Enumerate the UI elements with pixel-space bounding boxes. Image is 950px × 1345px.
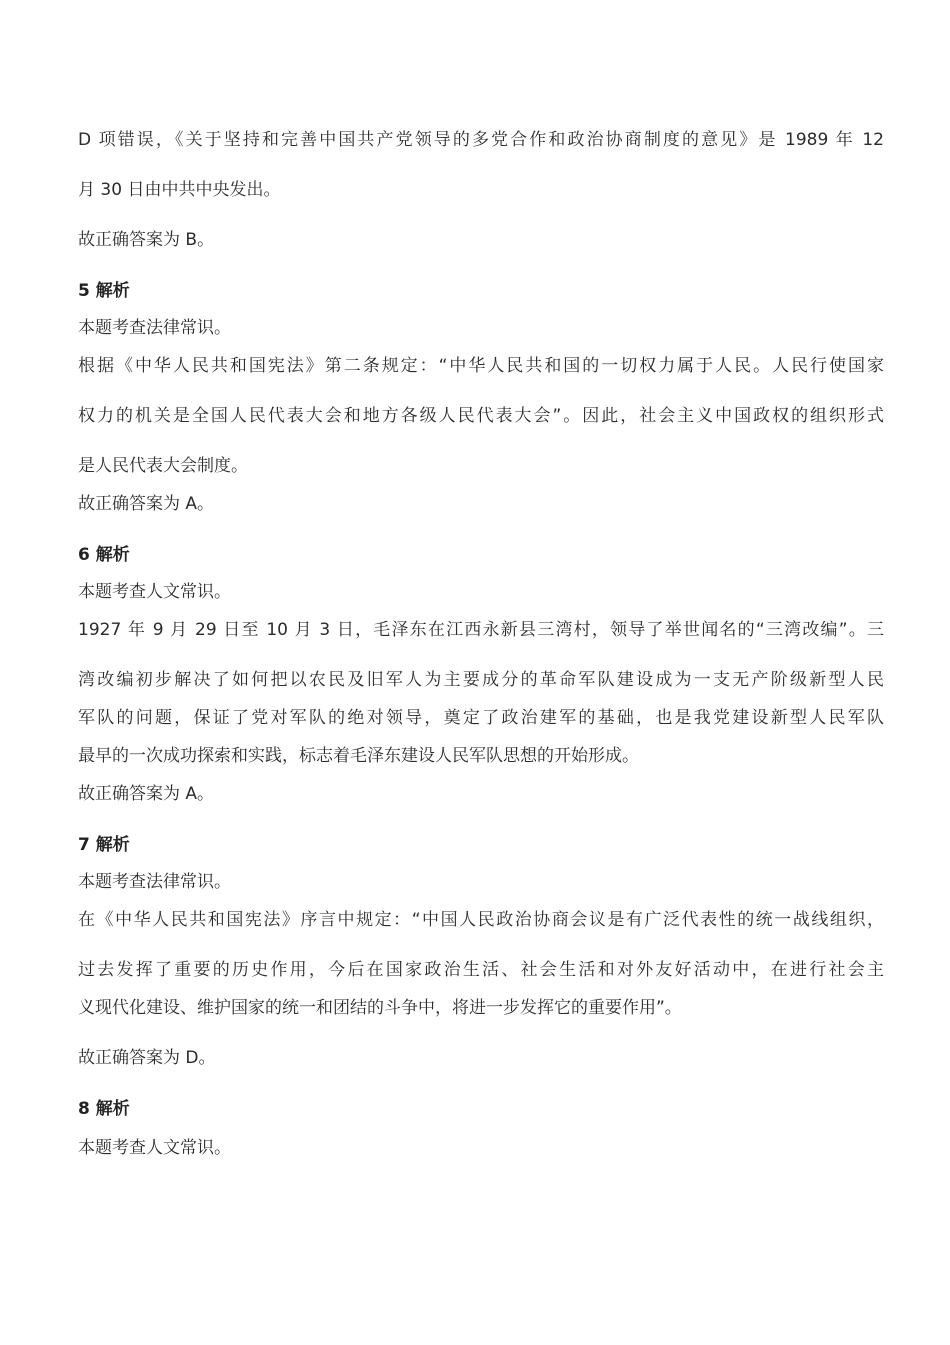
text-line: 1927 年 9 月 29 日至 10 月 3 日，毛泽东在江西永新县三湾村，领导了举世闻名的“三湾改编”。三 [78, 620, 884, 640]
text-line: 湾改编初步解决了如何把以农民及旧军人为主要成分的革命军队建设成为一支无产阶级新型人民 [78, 670, 884, 690]
answer-line: 故正确答案为 B。 [78, 230, 215, 250]
section-heading-8: 8 解析 [78, 1099, 130, 1119]
text-line: 是人民代表大会制度。 [78, 456, 248, 476]
answer-line: 故正确答案为 D。 [78, 1048, 216, 1068]
text-line: 月 30 日由中共中央发出。 [78, 180, 281, 200]
answer-line: 故正确答案为 A。 [78, 784, 215, 804]
section-heading-5: 5 解析 [78, 281, 130, 301]
answer-line: 故正确答案为 A。 [78, 494, 215, 514]
text-line: 本题考查人文常识。 [78, 1138, 231, 1158]
text-line: 本题考查人文常识。 [78, 582, 231, 602]
text-line: 本题考查法律常识。 [78, 872, 231, 892]
text-line: 本题考查法律常识。 [78, 318, 231, 338]
text-line: 根据《中华人民共和国宪法》第二条规定：“中华人民共和国的一切权力属于人民。人民行使国家 [78, 356, 884, 376]
text-line: 义现代化建设、维护国家的统一和团结的斗争中，将进一步发挥它的重要作用”。 [78, 998, 682, 1018]
text-line: 军队的问题，保证了党对军队的绝对领导，奠定了政治建军的基础，也是我党建设新型人民军队 [78, 708, 884, 728]
section-heading-6: 6 解析 [78, 545, 130, 565]
text-line: 过去发挥了重要的历史作用，今后在国家政治生活、社会生活和对外友好活动中，在进行社会主 [78, 960, 884, 980]
text-line: 最早的一次成功探索和实践，标志着毛泽东建设人民军队思想的开始形成。 [78, 746, 639, 766]
text-line: D 项错误，《关于坚持和完善中国共产党领导的多党合作和政治协商制度的意见》是 1989 年 12 [78, 130, 884, 150]
text-line: 权力的机关是全国人民代表大会和地方各级人民代表大会”。因此，社会主义中国政权的组织形式 [78, 406, 884, 426]
section-heading-7: 7 解析 [78, 835, 130, 855]
text-line: 在《中华人民共和国宪法》序言中规定：“中国人民政治协商会议是有广泛代表性的统一战线组织， [78, 910, 884, 930]
